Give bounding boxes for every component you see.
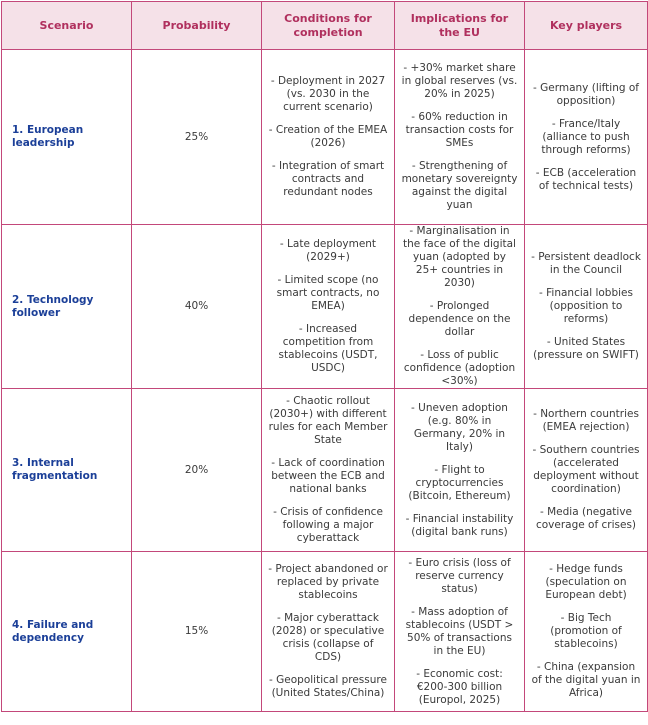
table-row xyxy=(2,389,648,552)
scenario-cell: 4. Failure and dependency xyxy=(2,552,132,712)
table-row xyxy=(2,50,648,225)
implications-cell xyxy=(395,50,525,225)
probability-cell: 15% xyxy=(132,552,262,712)
player-item: - Persistent deadlock in the Council xyxy=(531,251,641,276)
players-cell xyxy=(525,389,648,552)
condition-item: - Crisis of confidence following a major cyberattack xyxy=(273,506,383,544)
condition-item: - Chaotic rollout (2030+) with different rules for each Member State xyxy=(268,395,388,446)
probability-cell: 40% xyxy=(132,225,262,389)
scenario-cell: 3. Internal fragmentation xyxy=(2,389,132,552)
probability-cell: 25% xyxy=(132,50,262,225)
header-scenario: Scenario xyxy=(2,2,132,50)
conditions-cell xyxy=(262,225,395,389)
player-item: - Northern countries (EMEA rejection) xyxy=(533,408,639,433)
implication-item: - 60% reduction in transaction costs for SMEs xyxy=(405,111,514,149)
implication-item: - Economic cost: €200-300 billion (Europol, 2025) xyxy=(416,667,503,706)
condition-item: - Integration of smart contracts and redundant nodes xyxy=(271,160,385,198)
scenario-table xyxy=(1,1,648,712)
header-implications: Implications for the EU xyxy=(395,2,525,50)
player-item: - Southern countries (accelerated deployment without coordination) xyxy=(532,444,640,495)
table-row xyxy=(2,225,648,389)
player-item: - China (expansion of the digital yuan in Africa) xyxy=(531,661,641,699)
conditions-cell xyxy=(262,552,395,712)
implication-item: - Flight to cryptocurrencies (Bitcoin, Ethereum) xyxy=(408,463,511,502)
scenario-cell: 1. European leadership xyxy=(2,50,132,225)
condition-item: - Deployment in 2027 (vs. 2030 in the current scenario) xyxy=(270,75,386,113)
condition-item: - Geopolitical pressure (United States/China) xyxy=(269,674,387,699)
players-cell xyxy=(525,225,648,389)
scenario-cell: 2. Technology follower xyxy=(2,225,132,389)
implication-item: - Loss of public confidence (adoption <30%) xyxy=(403,349,516,387)
implication-item: - Marginalisation in the face of the digital yuan (adopted by 25+ countries in 2030) xyxy=(403,225,516,289)
header-probability: Probability xyxy=(132,2,262,50)
player-item: - France/Italy (alliance to push through reforms) xyxy=(541,117,631,156)
implications-cell xyxy=(395,552,525,712)
condition-item: - Project abandoned or replaced by private stablecoins xyxy=(268,563,388,601)
player-item: - Media (negative coverage of crises) xyxy=(535,506,637,531)
player-item: - ECB (acceleration of technical tests) xyxy=(535,166,637,192)
condition-item: - Lack of coordination between the ECB and national banks xyxy=(271,457,385,495)
implications-cell xyxy=(395,389,525,552)
condition-item: - Limited scope (no smart contracts, no EMEA) xyxy=(276,274,380,312)
conditions-cell xyxy=(262,389,395,552)
player-item: - Financial lobbies (opposition to reforms) xyxy=(539,287,633,325)
header-conditions: Conditions for completion xyxy=(262,2,395,50)
condition-item: - Creation of the EMEA (2026) xyxy=(268,124,388,149)
condition-item: - Increased competition from stablecoins (USDT, USDC) xyxy=(278,323,378,374)
header-row xyxy=(2,2,648,50)
player-item: - Hedge funds (speculation on European debt) xyxy=(545,563,627,601)
player-item: - Germany (lifting of opposition) xyxy=(533,81,639,107)
implication-item: - Euro crisis (loss of reserve currency status) xyxy=(408,556,511,595)
implications-cell xyxy=(395,225,525,389)
header-key-players: Key players xyxy=(525,2,648,50)
player-item: - United States (pressure on SWIFT) xyxy=(533,336,639,361)
conditions-cell xyxy=(262,50,395,225)
implication-item: - Strengthening of monetary sovereignty against the digital yuan xyxy=(401,160,518,211)
players-cell xyxy=(525,50,648,225)
player-item: - Big Tech (promotion of stablecoins) xyxy=(550,612,622,650)
table-row xyxy=(2,552,648,712)
probability-cell: 20% xyxy=(132,389,262,552)
implication-item: - Mass adoption of stablecoins (USDT > 50% of transactions in the EU) xyxy=(405,605,514,657)
implication-item: - +30% market share in global reserves (vs. 20% in 2025) xyxy=(401,62,518,100)
players-cell xyxy=(525,552,648,712)
implication-item: - Financial instability (digital bank runs) xyxy=(405,512,514,538)
implication-item: - Prolonged dependence on the dollar xyxy=(408,300,511,338)
implication-item: - Uneven adoption (e.g. 80% in Germany, 20% in Italy) xyxy=(411,401,508,453)
condition-item: - Major cyberattack (2028) or speculative crisis (collapse of CDS) xyxy=(271,612,385,663)
condition-item: - Late deployment (2029+) xyxy=(279,238,377,263)
